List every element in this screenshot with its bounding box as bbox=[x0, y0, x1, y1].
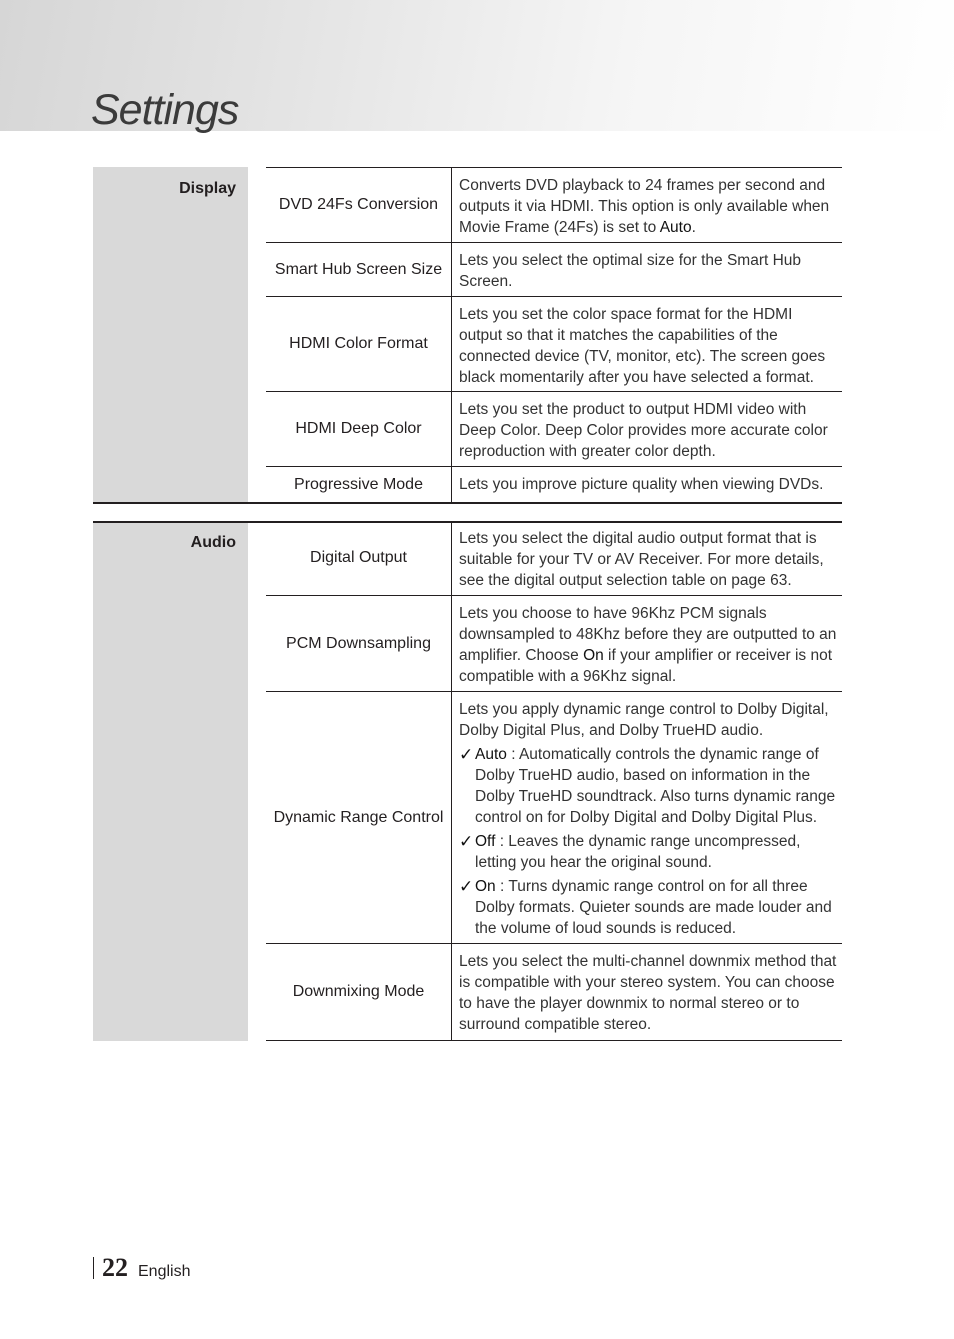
checkmark-icon: ✓ bbox=[459, 832, 474, 851]
option-key: Off bbox=[475, 833, 496, 850]
audio-section bbox=[93, 521, 842, 1041]
checkmark-icon: ✓ bbox=[459, 745, 474, 764]
setting-name: PCM Downsampling bbox=[266, 596, 452, 691]
page-title: Settings bbox=[91, 86, 239, 134]
setting-description: Lets you set the product to output HDMI video with Deep Color. Deep Color provides more accurate color reproduction with greater color depth. bbox=[459, 401, 828, 460]
setting-name: HDMI Deep Color bbox=[266, 392, 452, 466]
setting-description: Lets you select the digital audio output format that is suitable for your TV or AV Receiver. For more details, see the digital output selection table on page 63. bbox=[459, 530, 824, 589]
option-key: On bbox=[475, 878, 496, 895]
setting-name: DVD 24Fs Conversion bbox=[266, 168, 452, 242]
setting-description: Converts DVD playback to 24 frames per second and outputs it via HDMI. This option is only available when Movie Frame (24Fs) is set to Auto. bbox=[459, 177, 830, 236]
checkmark-icon: ✓ bbox=[459, 877, 474, 896]
setting-description: Lets you choose to have 96Khz PCM signals downsampled to 48Khz before they are outputted to an amplifier. Choose On if your amplifier or receiver is not compatible with a 96Khz signal. bbox=[459, 605, 837, 685]
table-row bbox=[266, 167, 842, 243]
category-cell-display bbox=[93, 167, 248, 504]
table-row bbox=[266, 944, 842, 1041]
table-row bbox=[266, 467, 842, 502]
option-text: : Automatically controls the dynamic range of Dolby TrueHD audio, based on information in the Dolby TrueHD soundtrack. Also turns dynamic range control on for Dolby Digital and Dolby Digital Plus. bbox=[475, 746, 836, 826]
table-row bbox=[266, 297, 842, 392]
setting-name: Smart Hub Screen Size bbox=[266, 243, 452, 296]
category-label: Display bbox=[179, 180, 236, 197]
setting-name: HDMI Color Format bbox=[266, 297, 452, 391]
setting-name: Dynamic Range Control bbox=[266, 692, 452, 943]
option-key: Auto bbox=[475, 746, 507, 763]
page-language: English bbox=[138, 1263, 191, 1280]
section-divider bbox=[93, 502, 842, 504]
option-item-off bbox=[459, 831, 838, 873]
option-item-on bbox=[459, 876, 838, 939]
category-label: Audio bbox=[190, 534, 236, 551]
table-row bbox=[266, 596, 842, 692]
page-number: 22 bbox=[102, 1253, 128, 1282]
settings-table-display bbox=[266, 167, 842, 502]
footer-divider bbox=[93, 1257, 94, 1279]
table-row bbox=[266, 243, 842, 297]
setting-description bbox=[452, 692, 842, 943]
display-section bbox=[93, 167, 842, 504]
setting-intro: Lets you apply dynamic range control to Dolby Digital, Dolby Digital Plus, and Dolby TrueHD audio. bbox=[459, 701, 829, 739]
option-item-auto bbox=[459, 744, 838, 828]
settings-table-audio bbox=[266, 521, 842, 1041]
table-row bbox=[266, 521, 842, 596]
table-row bbox=[266, 692, 842, 944]
category-cell-audio bbox=[93, 521, 248, 1041]
table-row bbox=[266, 392, 842, 467]
setting-description: Lets you set the color space format for the HDMI output so that it matches the capabilities of the connected device (TV, monitor, etc). The screen goes black momentarily after you have selected a format. bbox=[459, 306, 826, 386]
option-text: : Leaves the dynamic range uncompressed, letting you hear the original sound. bbox=[475, 833, 801, 871]
setting-name: Progressive Mode bbox=[266, 467, 452, 502]
setting-name: Digital Output bbox=[266, 521, 452, 595]
page-footer bbox=[93, 1253, 190, 1283]
setting-description: Lets you select the multi-channel downmix method that is compatible with your stereo system. You can choose to have the player downmix to normal stereo or to surround compatible stereo. bbox=[459, 953, 837, 1033]
setting-description: Lets you improve picture quality when viewing DVDs. bbox=[459, 476, 824, 493]
setting-name: Downmixing Mode bbox=[266, 944, 452, 1040]
option-text: : Turns dynamic range control on for all three Dolby formats. Quieter sounds are made louder and the volume of loud sounds is reduced. bbox=[475, 878, 832, 937]
setting-description: Lets you select the optimal size for the Smart Hub Screen. bbox=[459, 252, 802, 290]
